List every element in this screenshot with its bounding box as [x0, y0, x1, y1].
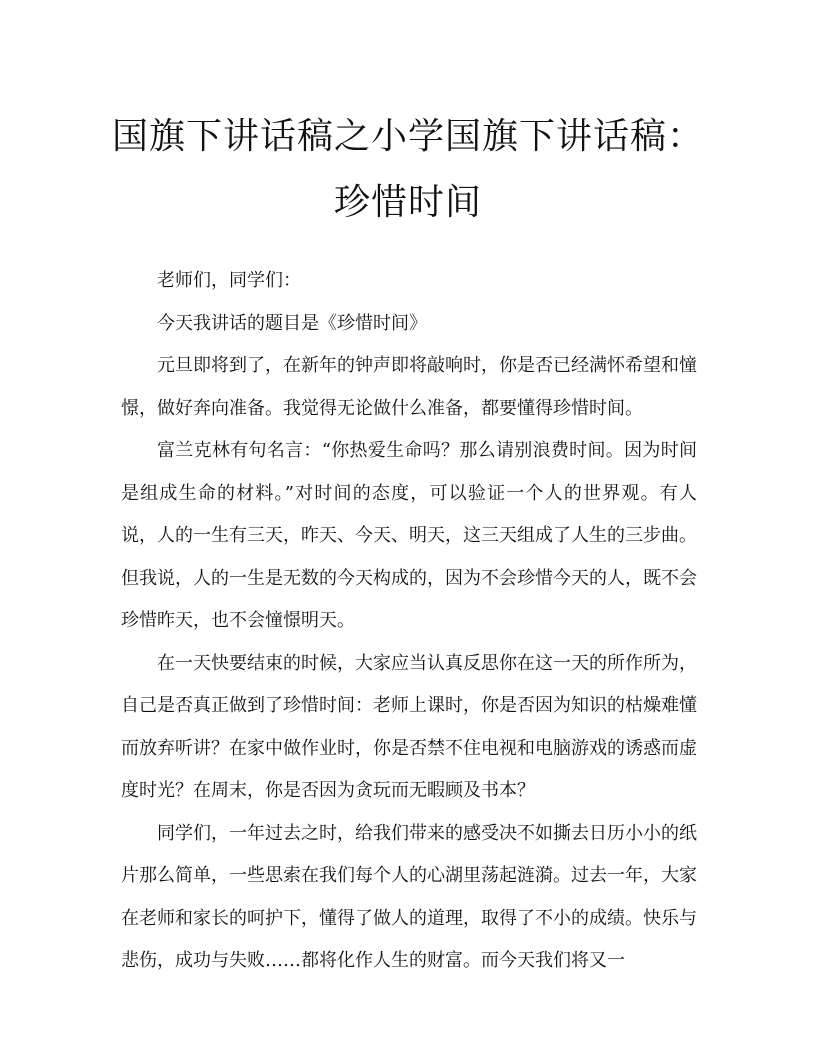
paragraph-greeting: 老师们，同学们：: [157, 270, 301, 291]
paragraph-reflection: 在一天快要结束的时候，大家应当认真反思你在这一天的所作所为，自己是否真正做到了珍惜时间：老师上课时，你是否因为知识的枯燥难懂而放弃听讲？在家中做作业时，你是否禁不住电视和电脑游戏的诱惑而虚度时光？在周末，你是否因为贪玩而无暇顾及书本？: [121, 652, 697, 801]
document-body: [121, 260, 697, 983]
paragraph-topic: 今天我讲话的题目是《珍惜时间》: [157, 312, 427, 334]
document-title: 国旗下讲话稿之小学国旗下讲话稿：珍惜时间: [111, 116, 704, 223]
paragraph-franklin-quote: 富兰克林有句名言：“你热爱生命吗？那么请别浪费时间。因为时间是组成生命的材料。”对时间的态度，可以验证一个人的世界观。有人说，人的一生有三天，昨天、今天、明天，这三天组成了人生的三步曲。但我说，人的一生是无数的今天构成的，因为不会珍惜今天的人，既不会珍惜昨天，也不会憧憬明天。: [121, 440, 697, 631]
paragraph-new-year: 元旦即将到了，在新年的钟声即将敲响时，你是否已经满怀希望和憧憬，做好奔向准备。我觉得无论做什么准备，都要懂得珍惜时间。: [121, 355, 697, 419]
paragraph-year-review: 同学们，一年过去之时，给我们带来的感受决不如撕去日历小小的纸片那么简单，一些思索在我们每个人的心湖里荡起涟漪。过去一年，大家在老师和家长的呵护下，懂得了做人的道理，取得了不小的成绩。快乐与悲伤，成功与失败……都将化作人生的财富。而今天我们将又一: [121, 822, 697, 971]
